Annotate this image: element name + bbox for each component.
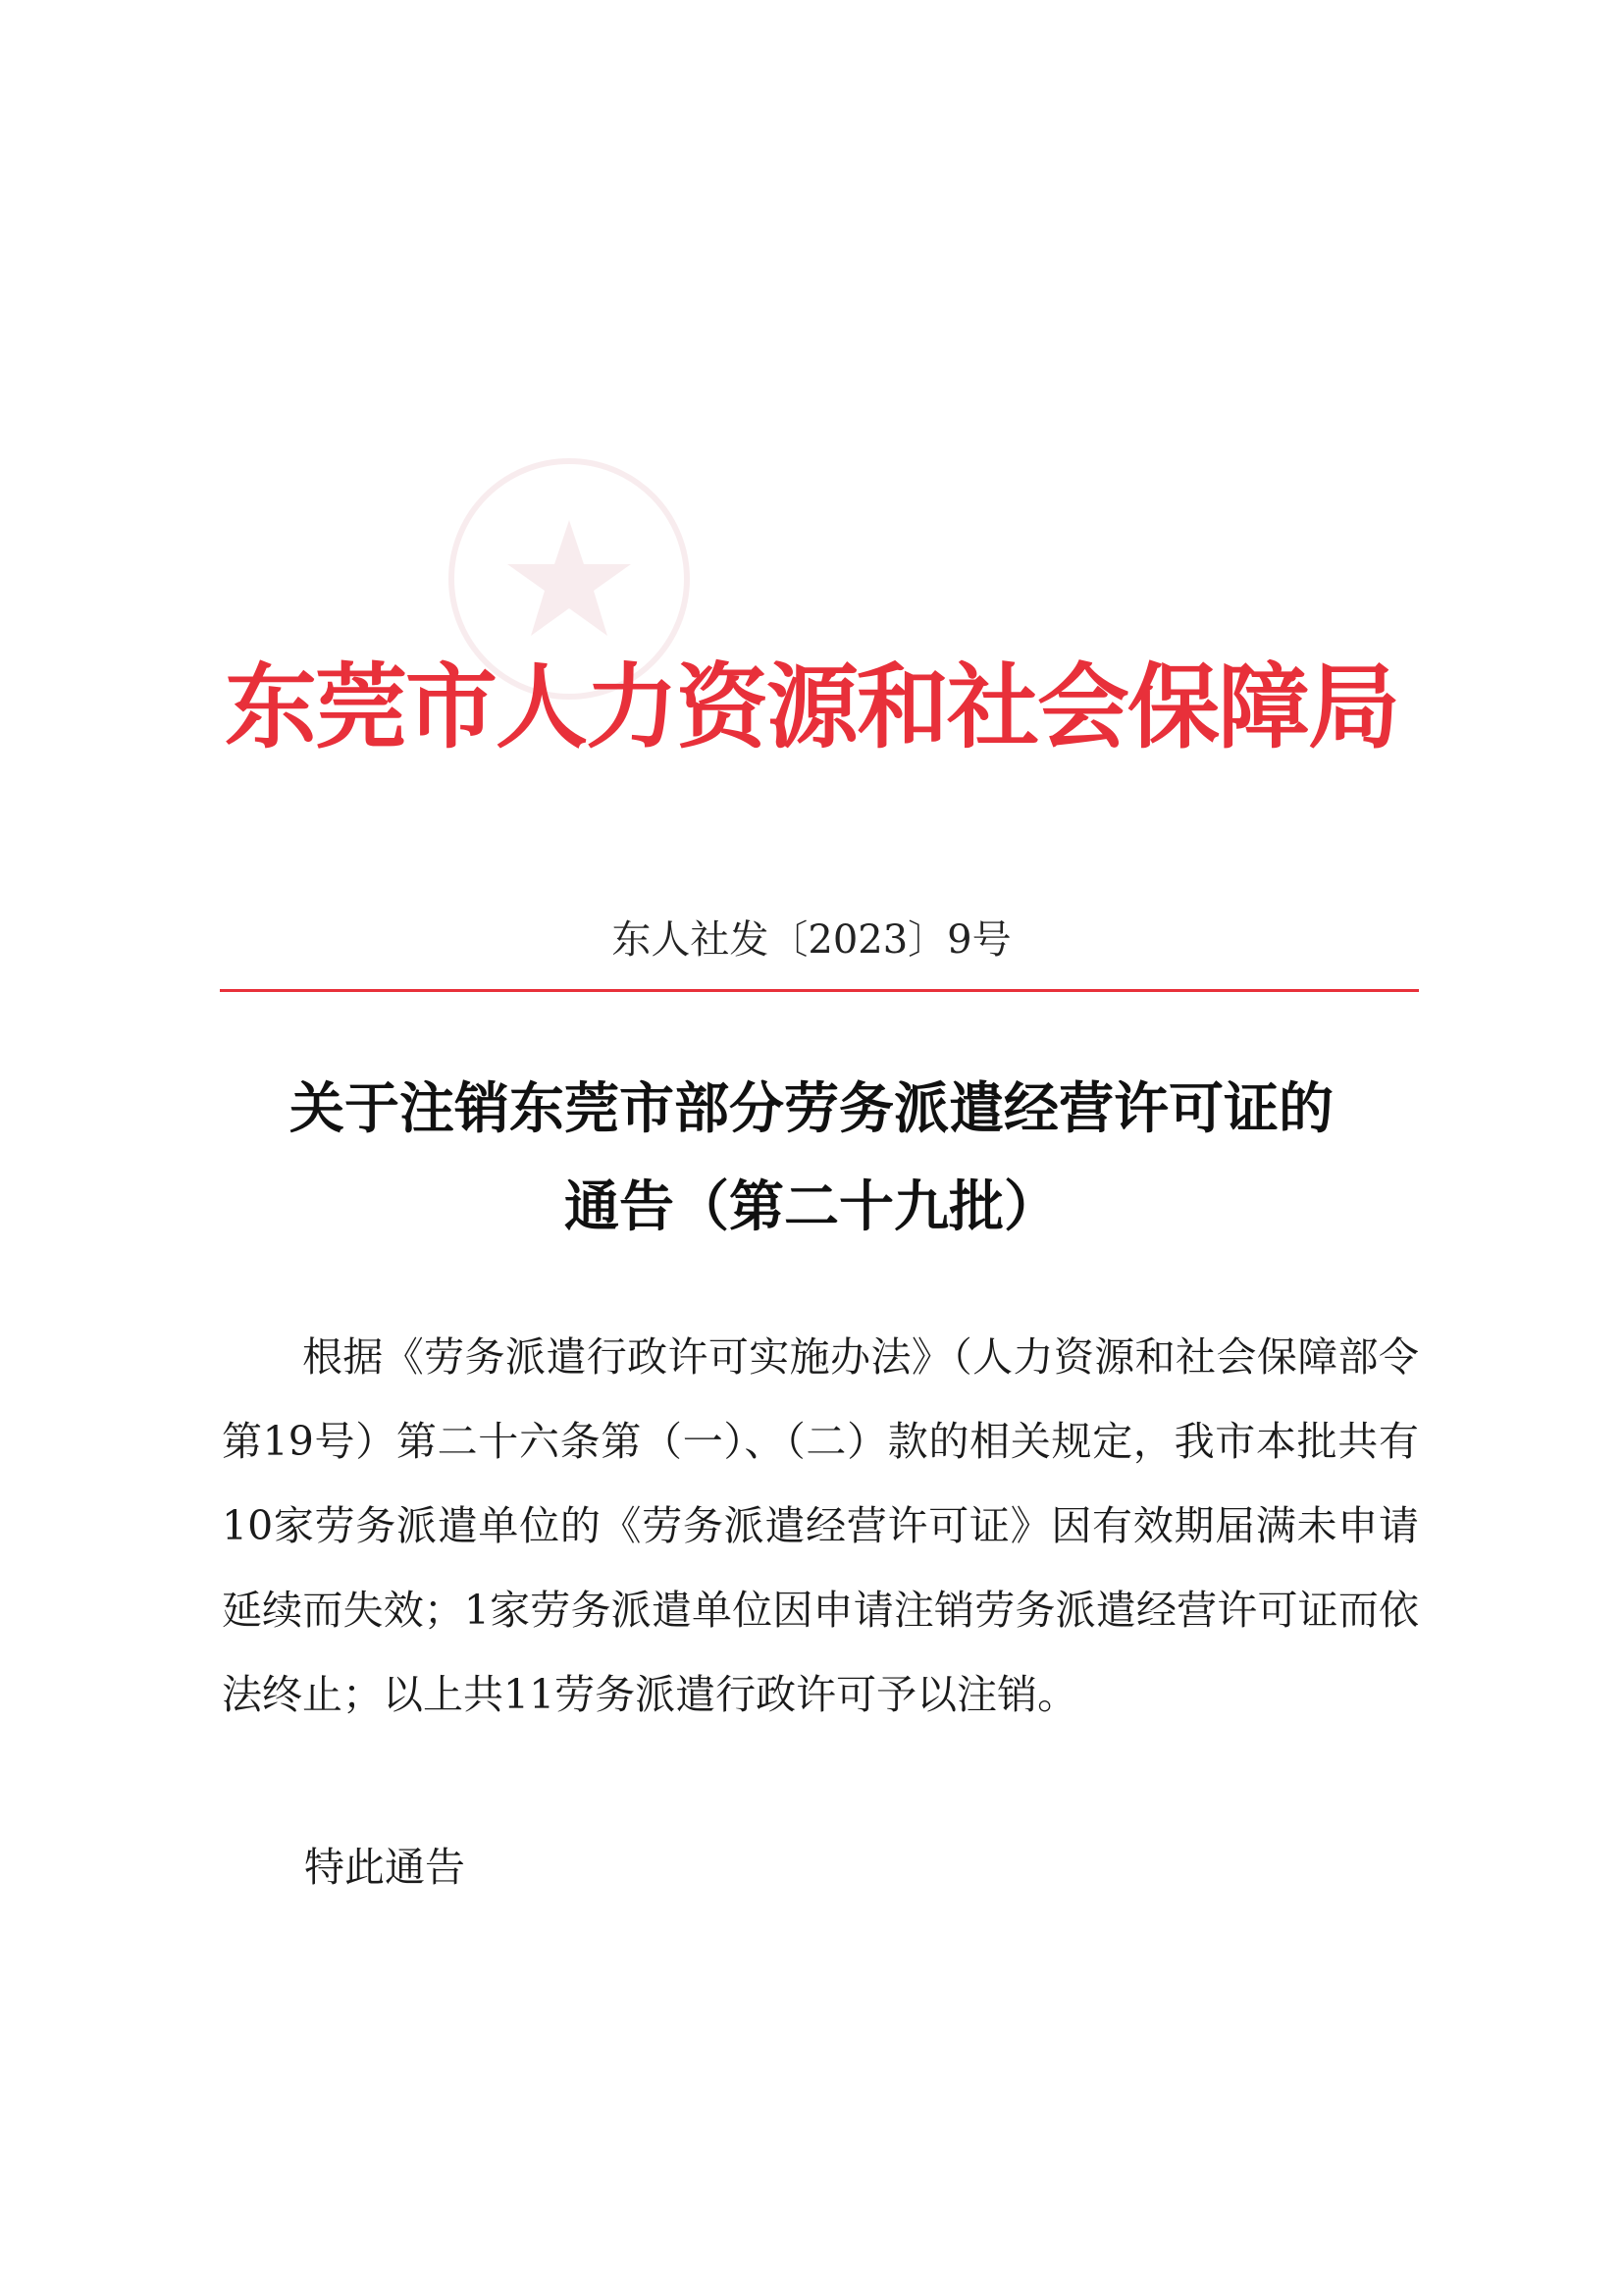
notice-body-paragraph: 根据《劳务派遣行政许可实施办法》（人力资源和社会保障部令第19号）第二十六条第（一）、（二）款的相关规定，我市本批共有10家劳务派遣单位的《劳务派遣经营许可证》因有效期届满未申请延续而失效；1家劳务派遣单位因申请注销劳务派遣经营许可证而依法终止；以上共11劳务派遣行政许可予以注销。	[222, 1333, 1419, 1718]
notice-title-line-2: 通告（第二十九批）	[564, 1174, 1059, 1239]
red-divider-line	[220, 989, 1419, 992]
notice-title-line-1: 关于注销东莞市部分劳务派遣经营许可证的	[289, 1076, 1334, 1141]
issuing-organization-title: 东莞市人力资源和社会保障局	[224, 653, 1398, 761]
closing-phrase: 特此通告	[304, 1844, 465, 1891]
document-number: 东人社发〔2023〕9号	[611, 917, 1012, 963]
notice-title	[0, 1060, 1623, 1256]
